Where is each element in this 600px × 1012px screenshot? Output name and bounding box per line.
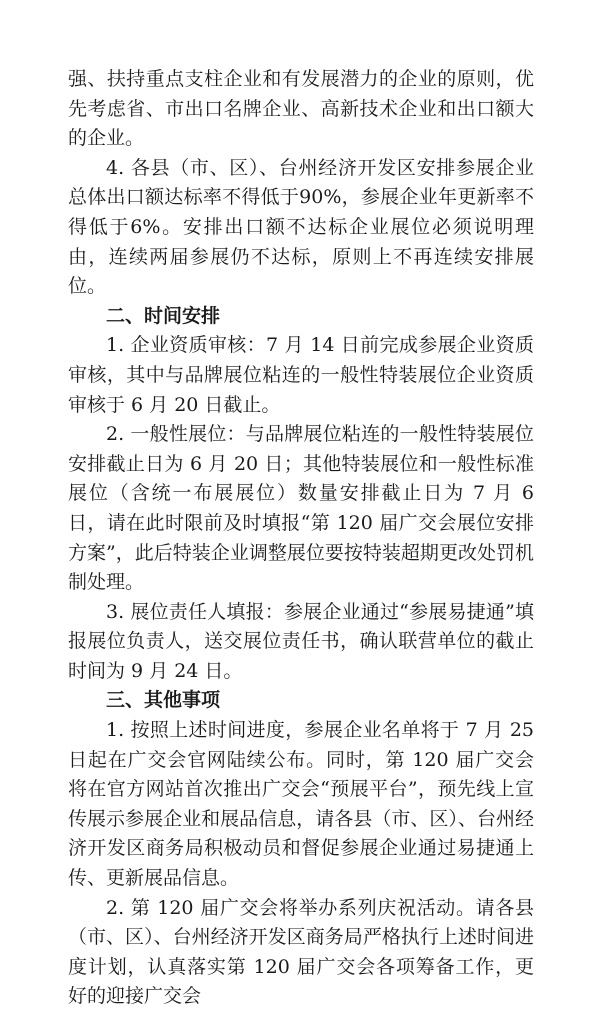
document-page [68,65,534,1012]
paragraph-principle-continued: 强、扶持重点支柱企业和有发展潜力的企业的原则，优先考虑省、市出口名牌企业、高新技术企业和出口额大的企业。 [68,68,534,150]
heading-other-matters: 三、其他事项 [106,689,221,712]
paragraph-celebration: 2. 第 120 届广交会将举办系列庆祝活动。请各县（市、区）、台州经济开发区商务局严格执行上述时间进度计划，认真落实第 120 届广交会各项筹备工作，更好的迎接广交会 [68,896,534,1008]
paragraph-exhibitor-list: 1. 按照上述时间进度，参展企业名单将于 7 月 25 日起在广交会官网陆续公布。同时，第 120 届广交会将在官方网站首次推出广交会“预展平台”，预先线上宣传展示参展企业和展品信息，请各县（市、区）、台州经济开发区商务局积极动员和督促参展企业通过易捷通上传、更新展品信息。 [68,719,534,890]
paragraph-general-booth: 2. 一般性展位：与品牌展位粘连的一般性特装展位安排截止日为 6 月 20 日；其他特装展位和一般性标准展位（含统一布展展位）数量安排截止日为 7 月 6 日，请在此时限前及时填报“第 120 届广交会展位安排方案”，此后特装企业调整展位要按特装超期更改处罚机制处理。 [68,423,534,594]
paragraph-booth-responsible: 3. 展位责任人填报：参展企业通过“参展易捷通”填报展位负责人，送交展位责任书，确认联营单位的截止时间为 9 月 24 日。 [68,600,534,682]
heading-time-schedule: 二、时间安排 [106,304,221,327]
paragraph-item-4: 4. 各县（市、区）、台州经济开发区安排参展企业总体出口额达标率不得低于90%，参展企业年更新率不得低于6%。安排出口额不达标企业展位必须说明理由，连续两届参展仍不达标，原则上不再连续安排展位。 [68,156,534,298]
paragraph-qualification-review: 1. 企业资质审核：7 月 14 日前完成参展企业资质审核，其中与品牌展位粘连的一般性特装展位企业资质审核于 6 月 20 日截止。 [68,334,534,416]
